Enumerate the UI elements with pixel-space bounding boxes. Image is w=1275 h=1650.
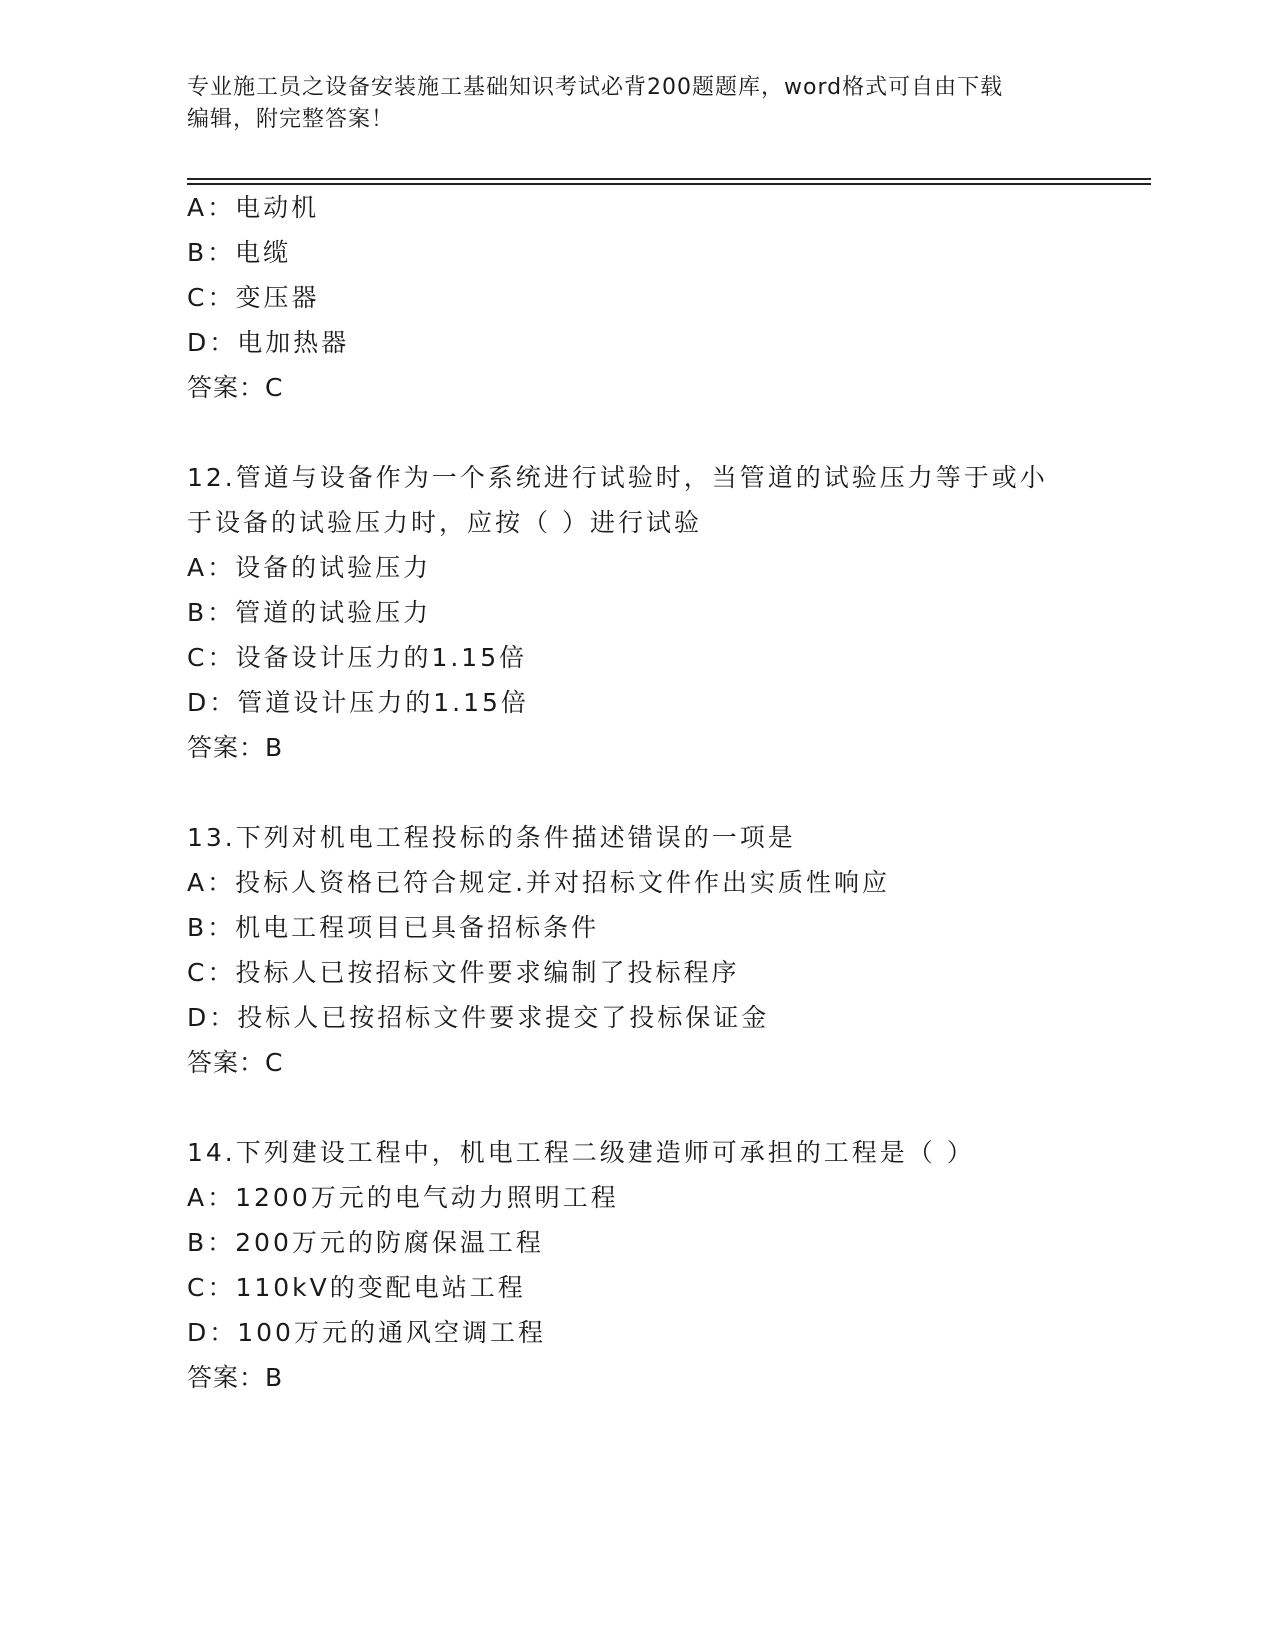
q12-answer: 答案：B	[187, 733, 284, 762]
q11-option-a: A：电动机	[187, 193, 320, 222]
document-header	[187, 72, 1087, 136]
header-divider-top	[187, 178, 1151, 180]
q14-option-b: B：200万元的防腐保温工程	[187, 1228, 544, 1257]
q13-option-d: D：投标人已按招标文件要求提交了投标保证金	[187, 1003, 770, 1032]
q11-answer: 答案：C	[187, 373, 284, 402]
q12-stem-line-2: 于设备的试验压力时，应按（ ）进行试验	[187, 508, 702, 537]
q11-option-d: D：电加热器	[187, 328, 350, 357]
q12-stem-line-1: 12.管道与设备作为一个系统进行试验时，当管道的试验压力等于或小	[187, 463, 1048, 492]
q11-option-b: B：电缆	[187, 238, 292, 267]
q13-stem-line-1: 13.下列对机电工程投标的条件描述错误的一项是	[187, 823, 796, 852]
q12-option-d: D：管道设计压力的1.15倍	[187, 688, 529, 717]
q12-option-a: A：设备的试验压力	[187, 553, 432, 582]
q12-option-c: C：设备设计压力的1.15倍	[187, 643, 528, 672]
q13-option-c: C：投标人已按招标文件要求编制了投标程序	[187, 958, 740, 987]
header-line-1: 专业施工员之设备安装施工基础知识考试必背200题题库，word格式可自由下载	[187, 75, 1004, 100]
q14-option-a: A：1200万元的电气动力照明工程	[187, 1183, 619, 1212]
q13-option-a: A：投标人资格已符合规定.并对招标文件作出实质性响应	[187, 868, 891, 897]
q13-answer: 答案：C	[187, 1048, 284, 1077]
q11-option-c: C：变压器	[187, 283, 320, 312]
q14-stem-line-1: 14.下列建设工程中，机电工程二级建造师可承担的工程是（ ）	[187, 1138, 975, 1167]
q14-answer: 答案：B	[187, 1363, 284, 1392]
q14-option-c: C：110kV的变配电站工程	[187, 1273, 526, 1302]
q14-option-d: D：100万元的通风空调工程	[187, 1318, 546, 1347]
header-line-2: 编辑，附完整答案！	[187, 107, 395, 132]
q13-option-b: B：机电工程项目已具备招标条件	[187, 913, 600, 942]
header-divider-bottom	[187, 183, 1151, 185]
q12-option-b: B：管道的试验压力	[187, 598, 432, 627]
